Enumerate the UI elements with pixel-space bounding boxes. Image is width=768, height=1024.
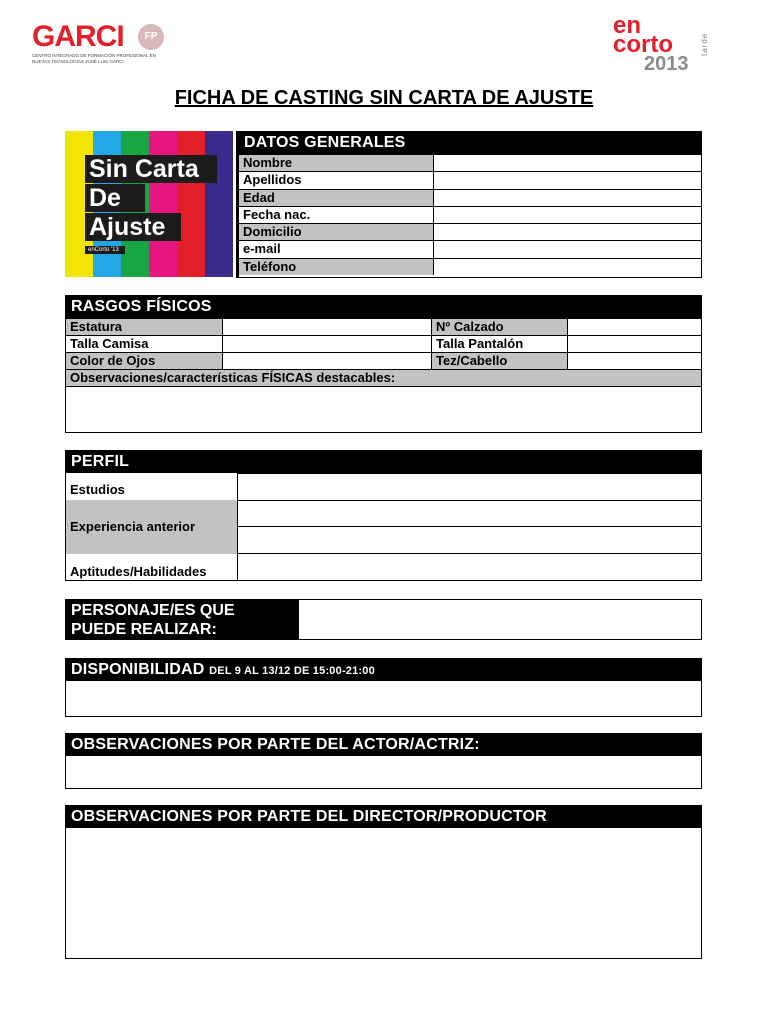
observaciones-director-section [65,805,702,959]
estatura-label: Estatura [66,319,223,335]
datos-field-input[interactable] [434,259,701,275]
encorto-logo-en: en [613,12,642,39]
datos-field-label: e-mail [239,241,434,257]
disponibilidad-detail: DEL 9 AL 13/12 DE 15:00-21:00 [209,665,375,677]
disponibilidad-header [66,659,701,681]
rasgos-fisicos-header: RASGOS FÍSICOS [66,296,701,318]
tez-cabello-label: Tez/Cabello [432,353,568,369]
page-title: FICHA DE CASTING SIN CARTA DE AJUSTE [174,87,594,109]
datos-field-label: Edad [239,190,434,206]
poster-color-stripe [149,131,177,277]
estudios-input[interactable] [239,474,701,499]
observaciones-director-input[interactable] [66,828,701,958]
perfil-section [65,450,702,581]
talla-camisa-input[interactable] [223,336,432,352]
datos-field-input[interactable] [434,172,701,188]
datos-field-label: Domicilio [239,224,434,240]
datos-generales-section [65,131,702,278]
aptitudes-input[interactable] [239,554,701,580]
tez-cabello-input[interactable] [568,353,701,369]
datos-generales-header: DATOS GENERALES [239,132,701,154]
poster-color-stripe [205,131,233,277]
encorto-logo-corto: corto [613,31,673,58]
disponibilidad-input[interactable] [66,681,701,716]
personaje-input[interactable] [299,600,701,639]
poster-line-1: Sin Carta [85,155,217,183]
perfil-label-column [66,473,238,581]
datos-field-label: Nombre [239,155,434,171]
datos-field-input[interactable] [434,224,701,240]
perfil-header: PERFIL [66,451,701,473]
poster-line-2: De [85,184,145,212]
aptitudes-label: Aptitudes/Habilidades [70,563,207,579]
estudios-label: Estudios [70,481,125,497]
talla-camisa-label: Talla Camisa [66,336,223,352]
disponibilidad-title: DISPONIBILIDAD [71,661,205,678]
personaje-section [65,599,702,640]
datos-field-input[interactable] [434,155,701,171]
garci-fp-badge: FP [138,24,164,50]
garci-logo-subtitle: CENTRO INTEGRADO DE FORMACIÓN PROFESIONAL EN NUEVAS TECNOLOGÍAS JOSÉ LUIS GARCI [32,53,156,64]
garci-logo-word: GARCI [32,20,124,53]
observaciones-actor-header: OBSERVACIONES POR PARTE DEL ACTOR/ACTRIZ: [66,734,701,756]
experiencia-label: Experiencia anterior [66,500,237,554]
encorto-logo [613,12,717,76]
datos-field-label: Teléfono [239,259,434,275]
talla-pantalon-input[interactable] [568,336,701,352]
datos-field-label: Fecha nac. [239,207,434,223]
color-ojos-input[interactable] [223,353,432,369]
garci-logo [32,22,172,68]
observaciones-fisicas-input[interactable] [66,386,701,432]
calzado-input[interactable] [568,319,701,335]
datos-field-input[interactable] [434,207,701,223]
disponibilidad-section [65,658,702,717]
experiencia-input[interactable] [239,501,701,553]
talla-pantalon-label: Talla Pantalón [432,336,568,352]
datos-generales-table [236,131,702,278]
poster-line-3: Ajuste [85,213,181,241]
rasgos-fisicos-section [65,295,702,433]
personaje-header [66,600,299,639]
datos-field-input[interactable] [434,190,701,206]
poster-color-stripe [177,131,205,277]
personaje-header-line-2: PUEDE REALIZAR: [71,621,217,638]
personaje-header-line-1: PERSONAJE/ES QUE [71,602,235,619]
observaciones-fisicas-label: Observaciones/características FÍSICAS destacables: [66,369,701,386]
calzado-label: Nº Calzado [432,319,568,335]
observaciones-director-header: OBSERVACIONES POR PARTE DEL DIRECTOR/PRODUCTOR [66,806,701,828]
observaciones-actor-section [65,733,702,789]
encorto-logo-year: 2013 [644,53,689,75]
color-ojos-label: Color de Ojos [66,353,223,369]
poster-small-caption: enCorto '13 [85,246,125,254]
observaciones-actor-input[interactable] [66,756,701,788]
datos-field-label: Apellidos [239,172,434,188]
encorto-logo-tarde: tarde [700,32,709,56]
datos-field-input[interactable] [434,241,701,257]
estatura-input[interactable] [223,319,432,335]
